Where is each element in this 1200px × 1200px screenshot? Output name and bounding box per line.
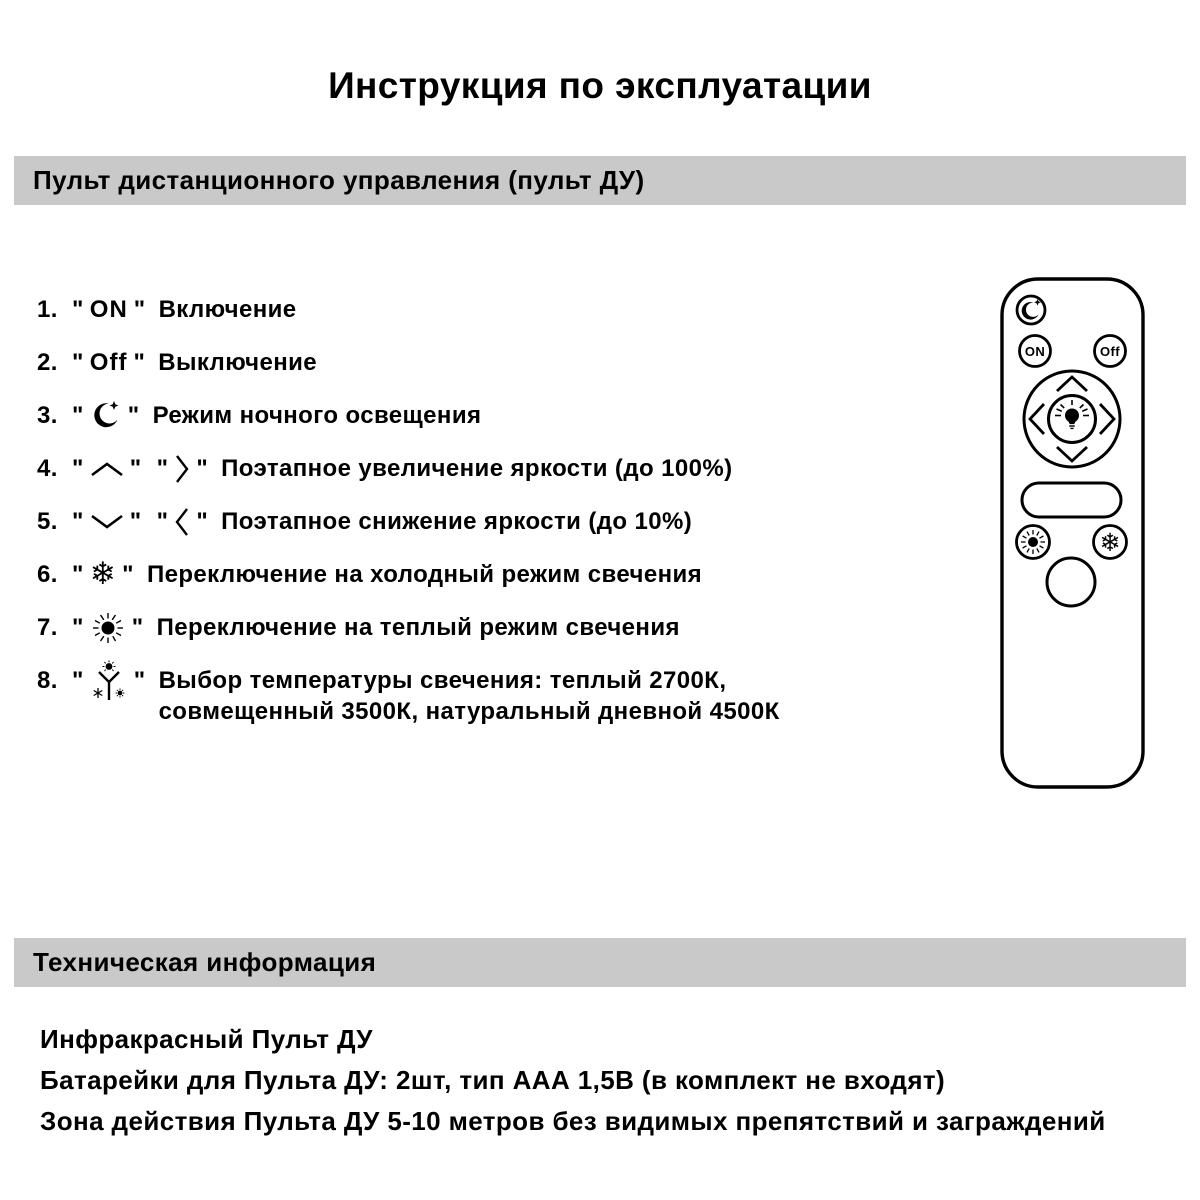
round-button [1047,558,1095,606]
light-bulb-icon [1055,400,1089,428]
quote-mark: " [72,508,84,535]
item-text: Поэтапное увеличение яркости (до 100%) [221,455,733,482]
quote-mark: " [133,296,146,323]
chevron-up-icon [90,461,124,477]
section-header-tech [14,938,1186,987]
item-number: 7. [37,614,58,641]
color-temperature-icon [90,660,128,702]
item-text: Переключение на теплый режим свечения [156,614,680,641]
snowflake-icon-token [66,556,140,592]
moon-star-icon-token [66,400,146,431]
instruction-item-2 [37,347,780,378]
chevron-left-icon [174,507,190,537]
warm-mode-button [1017,526,1050,559]
item-keys [66,347,151,378]
item-text: Выключение [158,349,318,376]
item-number: 4. [37,455,58,482]
item-number: 3. [37,402,58,429]
remote-control-drawing [997,275,1149,795]
chevron-down-icon-token [66,506,148,537]
item-number: 2. [37,349,58,376]
quote-mark: " [131,614,144,641]
snowflake-icon: ❄ [89,556,117,592]
on-button-label: ON [1024,344,1046,359]
quote-mark: " [72,614,84,641]
item-keys [66,556,140,592]
key-token [66,294,152,325]
section-header-remote-label: Пульт дистанционного управления (пульт ДУ) [33,165,645,195]
moon-star-icon [90,400,122,432]
instruction-item-6 [37,556,780,592]
quote-mark: " [127,402,140,429]
chevron-left-icon-token [151,506,215,537]
dpad [1024,371,1120,467]
item-keys [66,453,214,484]
key-label: Off [89,349,128,376]
section-header-remote [14,156,1186,205]
item-text: Режим ночного освещения [152,402,482,429]
key-label: ON [89,296,128,323]
chevron-down-icon [90,514,124,530]
quote-mark: " [133,667,146,694]
snowflake-icon: ❄ [1099,528,1121,557]
quote-mark: " [196,508,209,535]
item-number: 6. [37,561,58,588]
sun-icon [90,610,126,646]
quote-mark: " [72,667,84,694]
item-number: 8. [37,667,58,694]
quote-mark: " [156,508,169,535]
item-keys [66,294,152,325]
off-button-label: Off [1100,344,1120,359]
chevron-left-icon [1030,404,1044,434]
tech-info-line-3: Зона действия Пульта ДУ 5-10 метров без видимых препятствий и заграждений [40,1106,1106,1136]
quote-mark: " [122,561,134,588]
quote-mark: " [133,349,146,376]
instruction-list [37,294,780,749]
item-text: Переключение на холодный режим свечения [146,561,703,588]
quote-mark: " [72,455,84,482]
on-button [1020,336,1051,367]
sun-icon [1021,530,1045,554]
quote-mark: " [72,296,84,323]
item-number: 1. [37,296,58,323]
pill-button [1022,483,1121,517]
moon-star-icon [1022,299,1041,320]
instruction-item-5 [37,506,780,537]
cold-mode-button [1094,526,1127,559]
item-text: Выбор температуры свечения: теплый 2700К, совмещенный 3500К, натуральный дневной 4500К [158,667,780,725]
chevron-right-icon-token [151,453,215,484]
instruction-item-7 [37,612,780,643]
item-keys [66,612,150,643]
item-number: 5. [37,508,58,535]
quote-mark: " [129,455,142,482]
item-text: Включение [158,296,297,323]
remote-body [1002,279,1143,787]
chevron-right-icon [174,454,190,484]
tech-info-line-2: Батарейки для Пульта ДУ: 2шт, тип ААА 1,5В (в комплект не входят) [40,1065,946,1095]
item-keys [66,400,146,431]
item-keys [66,506,214,537]
chevron-down-icon [1057,447,1087,461]
page-title: Инструкция по эксплуатации [328,65,872,106]
quote-mark: " [129,508,142,535]
sun-icon-token [66,612,150,643]
quote-mark: " [156,455,169,482]
quote-mark: " [196,455,209,482]
tech-info-block [40,1024,1106,1147]
tech-info-line-1: Инфракрасный Пульт ДУ [40,1024,373,1054]
item-keys [66,665,152,696]
item-text: Поэтапное снижение яркости (до 10%) [221,508,693,535]
instruction-item-3 [37,400,780,431]
color-temperature-icon-token [66,665,152,696]
chevron-right-icon [1100,404,1114,434]
key-token [66,347,151,378]
instruction-item-4 [37,453,780,484]
off-button [1095,336,1126,367]
quote-mark: " [72,402,84,429]
quote-mark: " [72,349,84,376]
night-mode-button [1017,296,1045,324]
instruction-item-1 [37,294,780,325]
quote-mark: " [72,561,84,588]
section-header-tech-label: Техническая информация [33,947,377,977]
instruction-item-8 [37,665,780,727]
chevron-up-icon-token [66,453,148,484]
chevron-up-icon [1057,377,1087,391]
